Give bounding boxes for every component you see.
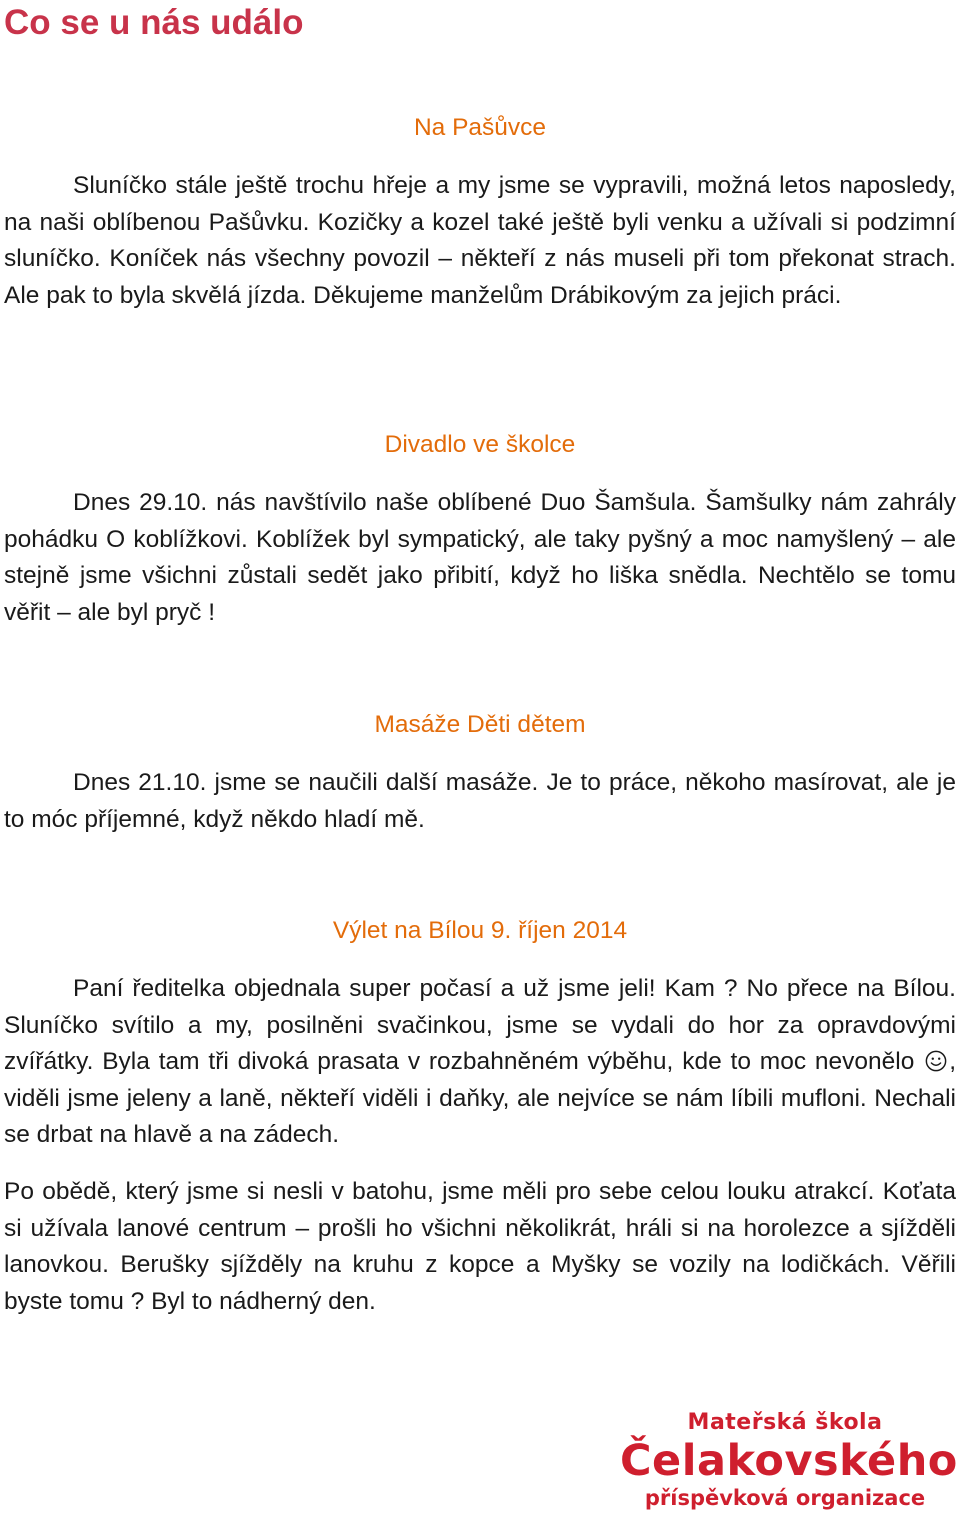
section-heading: Na Pašůvce	[413, 114, 547, 141]
section-heading: Výlet na Bílou 9. říjen 2014	[332, 917, 628, 944]
section-divadlo-ve-skolce	[4, 429, 956, 631]
page-title: Co se u nás událo	[4, 3, 304, 42]
section-vylet-na-bilou	[4, 915, 956, 1320]
section-na-pasuvce	[4, 112, 956, 314]
section-heading: Masáže Děti dětem	[374, 711, 586, 738]
section-paragraph: Sluníčko stále ještě trochu hřeje a my jsme se vypravili, možná letos naposledy, na naši oblíbenou Pašůvku. Kozičky a kozel také ještě byli venku a užívali si podzimní sluníčko. Koníček nás všechny povozil – někteří z nás museli při tom překonat strach. Ale pak to byla skvělá jízda. Děkujeme manželům Drábikovým za jejich práci.	[4, 172, 956, 309]
school-logo	[620, 1408, 958, 1518]
logo-line-3: příspěvková organizace	[644, 1486, 926, 1510]
section-paragraph	[4, 971, 956, 1154]
section-paragraph: Dnes 29.10. nás navštívilo naše oblíbené Duo Šamšula. Šamšulky nám zahrály pohádku O koblížkovi. Koblížek byl sympatický, ale taky pyšný a moc namyšlený – ale stejně jsme všichni zůstali sedět jako přibití, když ho liška snědla. Nechtělo se tomu věřit – ale byl pryč !	[4, 489, 956, 626]
section-paragraph: Po obědě, který jsme si nesli v batohu, jsme měli pro sebe celou louku atrakcí. Koťata si užívala lanové centrum – prošli ho všichni několikrát, hráli si na horolezce a sjížděli lanovkou. Berušky sjížděly na kruhu z kopce a Myšky se vozily na lodičkách. Věřili byste tomu ? Byl to nádherný den.	[4, 1177, 956, 1315]
smiley-icon	[925, 1050, 947, 1072]
section-paragraph: Dnes 21.10. jsme se naučili další masáže. Je to práce, někoho masírovat, ale je to móc příjemné, když někdo hladí mě.	[4, 769, 956, 833]
section-masaze-deti-detem	[4, 709, 956, 838]
section-heading: Divadlo ve školce	[384, 431, 576, 458]
logo-line-2: Čelakovského	[620, 1436, 958, 1486]
paragraph-text-after-smiley: , viděli jsme jeleny a laně, někteří viděli i daňky, ale nejvíce se nám líbili mufloni. Nechali se drbat na hlavě a na zádech.	[4, 1048, 956, 1149]
paragraph-text-before-smiley: Paní ředitelka objednala super počasí a už jsme jeli! Kam ? No přece na Bílou. Sluníčko svítilo a my, posilněni svačinkou, jsme se vydali do hor za opravdovými zvířátky. Byla tam tři divoká prasata v rozbahněném výběhu, kde to moc nevonělo	[4, 975, 956, 1076]
logo-line-1: Mateřská škola	[687, 1410, 883, 1435]
